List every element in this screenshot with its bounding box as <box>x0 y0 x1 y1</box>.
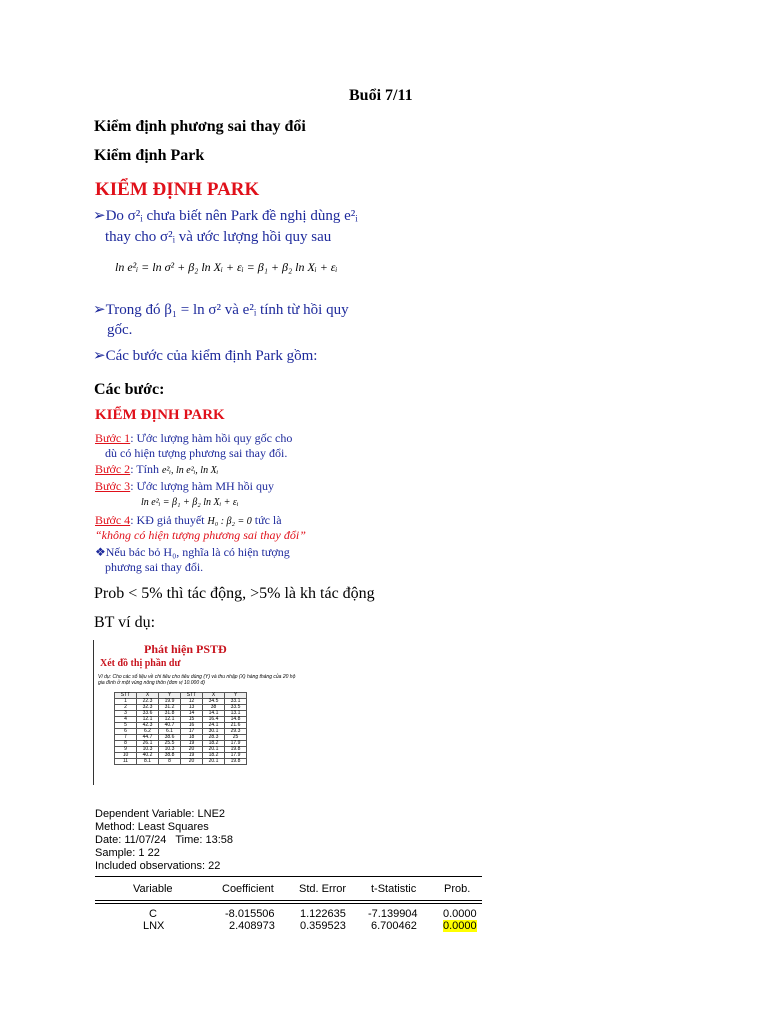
regression-meta <box>95 808 233 873</box>
park-heading: Kiểm định Park <box>94 147 205 164</box>
row-c-t-statistic: -7.139904 <box>368 908 418 920</box>
table-cell: 8 <box>159 759 181 765</box>
table-header-cell: X <box>203 693 225 699</box>
table-cell: 20.1 <box>203 759 225 765</box>
table-cell: 9 <box>115 747 137 753</box>
table-cell: 6.2 <box>137 729 159 735</box>
table-cell: 2 <box>115 705 137 711</box>
table-cell: 11 <box>115 759 137 765</box>
table-cell: 6.1 <box>159 729 181 735</box>
table-cell: 17 <box>181 729 203 735</box>
table-cell: 20 <box>181 759 203 765</box>
topic-heading: Kiểm định phương sai thay đổi <box>94 118 306 135</box>
row-c-std-error: 1.122635 <box>300 908 346 920</box>
table-cell: 19.8 <box>225 759 247 765</box>
table-cell: 16 <box>181 723 203 729</box>
table-cell: 4 <box>115 717 137 723</box>
example-data-table <box>114 692 247 765</box>
col-t-statistic: t-Statistic <box>371 883 417 895</box>
table-cell: 38.6 <box>159 735 181 741</box>
table-cell: 8 <box>115 741 137 747</box>
slide1-line3: ➢Trong đó β₁ = ln σ² và e²ᵢ tính từ hồi quy <box>93 302 349 318</box>
table-cell: 21.6 <box>225 723 247 729</box>
step1-label: Bước 1 <box>95 431 131 445</box>
step2-label: Bước 2 <box>95 462 131 476</box>
table-cell: 42.3 <box>137 723 159 729</box>
table-cell: 20 <box>181 747 203 753</box>
table-cell: 29.3 <box>225 729 247 735</box>
table-cell: 7 <box>115 735 137 741</box>
table-row <box>115 759 247 765</box>
col-prob: Prob. <box>444 883 471 895</box>
slide3-subtitle: Xét đồ thị phần dư <box>100 658 181 669</box>
table-cell: 10 <box>115 753 137 759</box>
park-slide-intro <box>93 176 370 372</box>
row-c-prob: 0.0000 <box>443 908 477 920</box>
sample: Sample: 1 22 <box>95 847 160 859</box>
table-cell: 15 <box>181 717 203 723</box>
table-cell: 19.9 <box>159 699 181 705</box>
table-cell: 6 <box>115 729 137 735</box>
row-c-coefficient: -8.015506 <box>225 908 275 920</box>
table-header-cell: STT <box>115 693 137 699</box>
table-cell: 19 <box>181 741 203 747</box>
dependent-variable: Dependent Variable: LNE2 <box>95 808 226 820</box>
table-cell: 25.5 <box>159 741 181 747</box>
table-cell: 38.8 <box>159 753 181 759</box>
table-cell: 12.1 <box>137 717 159 723</box>
table-cell: 33.5 <box>225 705 247 711</box>
table-header-cell: STT <box>181 693 203 699</box>
table-cell: 22.3 <box>137 699 159 705</box>
table-cell: 14 <box>181 711 203 717</box>
table-cell: 33.1 <box>225 699 247 705</box>
prob-note: Prob < 5% thì tác động, >5% là kh tác động <box>94 585 375 602</box>
reject-line2: phương sai thay đổi. <box>105 560 204 574</box>
step3-math: ln e²ᵢ = β₁ + β₂ ln Xᵢ + εᵢ <box>141 497 239 508</box>
table-cell: 33.6 <box>137 711 159 717</box>
slide1-line4: gốc. <box>107 322 133 338</box>
step4-math: H₀ : β₂ = 0 <box>207 516 252 527</box>
table-cell: 13 <box>181 705 203 711</box>
step4-line <box>95 513 282 528</box>
park-equation: ln e²ᵢ = ln σ² + β₂ ln Xᵢ + εᵢ = β₁ + β₂ ln Xᵢ + εᵢ <box>115 260 338 274</box>
table-cell: 10.3 <box>159 747 181 753</box>
table-cell: 19.8 <box>225 747 247 753</box>
steps-heading: Các bước: <box>94 381 165 398</box>
table-cell: 24.1 <box>203 723 225 729</box>
slide1-line1: ➢Do σ²ᵢ chưa biết nên Park đề nghị dùng e²ᵢ <box>93 208 358 224</box>
park-slide-steps <box>93 405 325 577</box>
table-header-cell: Y <box>225 693 247 699</box>
step2-text: : Tính <box>130 462 162 476</box>
table-header-cell: Y <box>159 693 181 699</box>
table-cell: 25 <box>225 735 247 741</box>
step1-line <box>95 431 292 446</box>
table-cell: 14.1 <box>203 711 225 717</box>
slide3-description: Ví dụ: Cho các số liệu về chi tiêu cho tiêu dùng (Y) và thu nhập (X) hàng tháng của 20 hộ gia đình ở một vùng nông thôn (đơn vị 10.000 đ) <box>98 674 296 686</box>
table-cell: 17.9 <box>225 741 247 747</box>
step4-text: : KĐ giả thuyết <box>130 513 208 527</box>
table-rule-mid2 <box>95 903 482 904</box>
slide2-title: KIỂM ĐỊNH PARK <box>95 407 225 423</box>
reject-line: ❖Nếu bác bỏ H₀, nghĩa là có hiện tượng <box>95 545 290 559</box>
table-cell: 13.1 <box>225 711 247 717</box>
table-cell: 12.1 <box>159 717 181 723</box>
table-cell: 20.1 <box>203 747 225 753</box>
slide3-title: Phát hiện PSTĐ <box>144 642 227 656</box>
table-cell: 38 <box>203 705 225 711</box>
table-cell: 34.5 <box>203 699 225 705</box>
col-coefficient: Coefficient <box>222 883 274 895</box>
row-lnx-t-statistic: 6.700462 <box>371 920 417 932</box>
slide1-line5: ➢Các bước của kiểm định Park gồm: <box>93 348 318 364</box>
table-cell: 16.4 <box>203 717 225 723</box>
table-rule-top <box>95 876 482 877</box>
row-lnx-coefficient: 2.408973 <box>229 920 275 932</box>
table-cell: 18.2 <box>203 753 225 759</box>
table-cell: 31.2 <box>159 705 181 711</box>
table-cell: 8.1 <box>137 759 159 765</box>
row-lnx-prob-highlighted: 0.0000 <box>443 920 477 932</box>
method: Method: Least Squares <box>95 821 209 833</box>
run-date: Date: 11/07/24 Time: 13:58 <box>95 834 233 846</box>
row-lnx-variable: LNX <box>143 920 165 932</box>
table-cell: 26.1 <box>137 741 159 747</box>
table-cell: 3 <box>115 711 137 717</box>
table-cell: 40.7 <box>159 723 181 729</box>
table-header-cell: X <box>137 693 159 699</box>
table-cell: 17.9 <box>225 753 247 759</box>
table-cell: 5 <box>115 723 137 729</box>
row-lnx-std-error: 0.359523 <box>300 920 346 932</box>
step4-label: Bước 4 <box>95 513 131 527</box>
example-slide <box>93 640 302 785</box>
step3-text: : Ước lượng hàm MH hồi quy <box>130 479 275 493</box>
step4-quote: “không có hiện tượng phương sai thay đổi” <box>95 528 306 542</box>
slide1-line2: thay cho σ²ᵢ và ước lượng hồi quy sau <box>105 229 332 245</box>
step2-math: e²ᵢ, ln e²ᵢ, ln Xᵢ <box>161 465 219 476</box>
table-cell: 14.8 <box>225 717 247 723</box>
table-cell: 32.3 <box>137 705 159 711</box>
table-cell: 1 <box>115 699 137 705</box>
table-cell: 18 <box>181 735 203 741</box>
slide1-title: KIỂM ĐỊNH PARK <box>95 179 260 200</box>
step2-line <box>95 462 218 477</box>
col-variable: Variable <box>133 883 173 895</box>
step1-line2: dù có hiện tượng phương sai thay đổi. <box>105 446 288 460</box>
table-cell: 10.3 <box>137 747 159 753</box>
table-cell: 40.2 <box>137 753 159 759</box>
session-date: Buổi 7/11 <box>349 87 413 104</box>
observations: Included observations: 22 <box>95 860 221 872</box>
table-cell: 12 <box>181 699 203 705</box>
table-cell: 31.8 <box>159 711 181 717</box>
table-cell: 28.3 <box>203 735 225 741</box>
step4-tail: tức là <box>251 513 282 527</box>
table-cell: 30.1 <box>203 729 225 735</box>
table-cell: 18.2 <box>203 741 225 747</box>
example-label: BT ví dụ: <box>94 614 156 631</box>
step1-text: : Ước lượng hàm hồi quy gốc cho <box>130 431 293 445</box>
table-cell: 19 <box>181 753 203 759</box>
col-std-error: Std. Error <box>299 883 347 895</box>
row-c-variable: C <box>149 908 157 920</box>
step3-label: Bước 3 <box>95 479 131 493</box>
step3-line <box>95 479 274 494</box>
table-cell: 44.7 <box>137 735 159 741</box>
table-rule-mid1 <box>95 900 482 901</box>
